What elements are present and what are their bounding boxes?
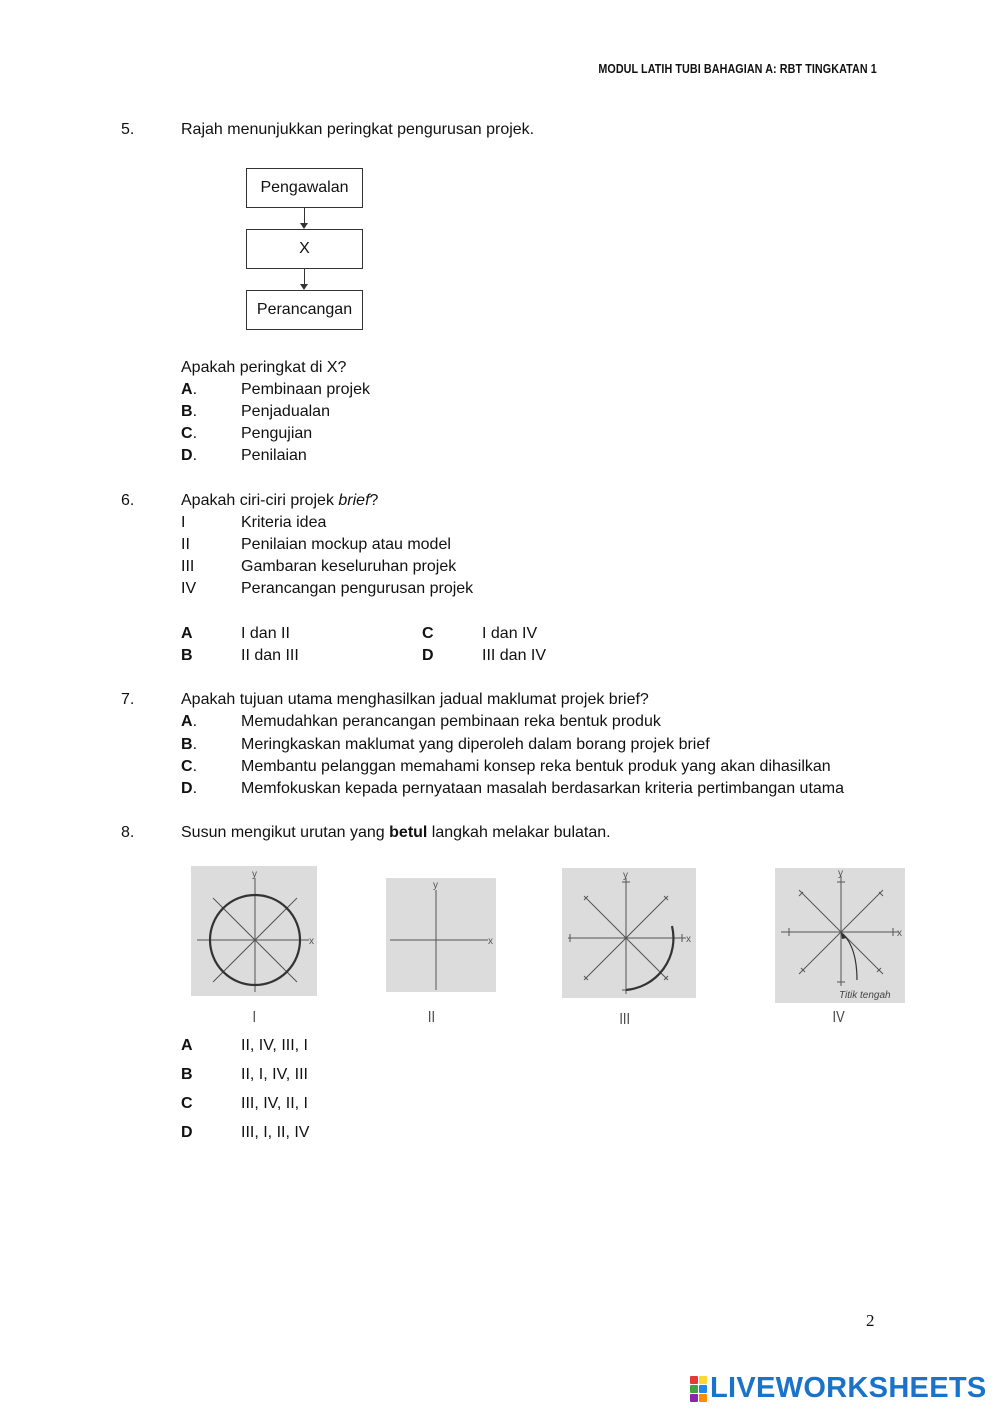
q7-option-b-letter[interactable]: B. xyxy=(181,736,198,753)
q6-option-d-text[interactable]: III dan IV xyxy=(482,647,547,664)
fig3-y-label: y xyxy=(623,870,628,881)
q6-option-d-letter[interactable]: D xyxy=(422,647,434,664)
q6-statement-3-roman: III xyxy=(181,558,195,575)
question-6-text: Apakah ciri-ciri projek brief? xyxy=(181,492,379,509)
question-5-text: Rajah menunjukkan peringkat pengurusan projek. xyxy=(181,121,535,138)
logo-tile xyxy=(690,1394,698,1402)
q8-option-d-letter[interactable]: D xyxy=(181,1124,193,1141)
liveworksheets-wordmark: LIVEWORKSHEETS xyxy=(710,1372,987,1404)
q7-option-c-text[interactable]: Membantu pelanggan memahami konsep reka bentuk produk yang akan dihasilkan xyxy=(241,758,831,775)
logo-tile xyxy=(690,1385,698,1393)
q6-statement-4-text: Perancangan pengurusan projek xyxy=(241,580,474,597)
fig1-y-label: y xyxy=(252,869,257,880)
logo-tile xyxy=(699,1394,707,1402)
q8-option-c-letter[interactable]: C xyxy=(181,1095,193,1112)
q6-option-a-text[interactable]: I dan II xyxy=(241,625,290,642)
figure-iii-partial-arc xyxy=(562,868,696,998)
diagram-arrow-2 xyxy=(304,268,305,285)
q5-option-d-text[interactable]: Penilaian xyxy=(241,447,307,464)
fig1-x-label: x xyxy=(309,936,314,947)
q8-option-b-text[interactable]: II, I, IV, III xyxy=(241,1066,308,1083)
q8-option-d-text[interactable]: III, I, II, IV xyxy=(241,1124,310,1141)
q6-option-c-letter[interactable]: C xyxy=(422,625,434,642)
liveworksheets-logo[interactable] xyxy=(690,1372,987,1405)
page-number: 2 xyxy=(866,1311,875,1330)
q5-option-a-text[interactable]: Pembinaan projek xyxy=(241,381,370,398)
fig4-y-label: y xyxy=(838,868,843,879)
liveworksheets-logo-icon xyxy=(690,1376,707,1402)
question-7-text: Apakah tujuan utama menghasilkan jadual maklumat projek brief? xyxy=(181,691,649,708)
q5-option-c-letter[interactable]: C. xyxy=(181,425,198,442)
q8-option-a-letter[interactable]: A xyxy=(181,1037,193,1054)
question-5-prompt: Apakah peringkat di X? xyxy=(181,359,347,376)
q7-option-d-letter[interactable]: D. xyxy=(181,780,198,797)
fig2-x-label: x xyxy=(488,936,493,947)
diagram-box-pengawalan: Pengawalan xyxy=(246,168,363,208)
q6-statement-2-roman: II xyxy=(181,536,190,553)
logo-tile xyxy=(699,1376,707,1384)
question-8-text: Susun mengikut urutan yang betul langkah melakar bulatan. xyxy=(181,824,611,841)
figure-ii-axes xyxy=(386,878,496,992)
diagram-box-perancangan: Perancangan xyxy=(246,290,363,330)
q7-option-a-text[interactable]: Memudahkan perancangan pembinaan reka bentuk produk xyxy=(241,713,661,730)
q6-option-c-text[interactable]: I dan IV xyxy=(482,625,538,642)
fig3-x-label: x xyxy=(686,934,691,945)
fig2-y-label: y xyxy=(433,880,438,891)
q6-statement-3-text: Gambaran keseluruhan projek xyxy=(241,558,457,575)
figure-i-circle xyxy=(191,866,317,996)
diagram-arrow-1 xyxy=(304,207,305,224)
diagram-box-x: X xyxy=(246,229,363,269)
q6-option-a-letter[interactable]: A xyxy=(181,625,193,642)
logo-tile xyxy=(699,1385,707,1393)
q8-option-a-text[interactable]: II, IV, III, I xyxy=(241,1037,308,1054)
fig4-titik-tengah-label: Titik tengah xyxy=(839,990,891,1001)
q5-option-b-letter[interactable]: B. xyxy=(181,403,198,420)
q5-option-b-text[interactable]: Penjadualan xyxy=(241,403,330,420)
page-header: MODUL LATIH TUBI BAHAGIAN A: RBT TINGKATAN 1 xyxy=(598,62,877,76)
figure-label-ii: II xyxy=(427,1009,436,1026)
q6-option-b-letter[interactable]: B xyxy=(181,647,193,664)
q8-option-c-text[interactable]: III, IV, II, I xyxy=(241,1095,308,1112)
fig4-x-label: x xyxy=(897,928,902,939)
figure-label-iv: IV xyxy=(832,1009,845,1026)
question-6-number: 6. xyxy=(121,492,135,509)
question-7-number: 7. xyxy=(121,691,135,708)
q6-statement-2-text: Penilaian mockup atau model xyxy=(241,536,451,553)
q7-option-b-text[interactable]: Meringkaskan maklumat yang diperoleh dalam borang projek brief xyxy=(241,736,710,753)
q5-option-d-letter[interactable]: D. xyxy=(181,447,198,464)
q7-option-a-letter[interactable]: A. xyxy=(181,713,198,730)
figure-label-i: I xyxy=(252,1009,257,1026)
q5-option-c-text[interactable]: Pengujian xyxy=(241,425,313,442)
q5-option-a-letter[interactable]: A. xyxy=(181,381,198,398)
q6-statement-4-roman: IV xyxy=(181,580,197,597)
figure-label-iii: III xyxy=(619,1011,631,1028)
figure-iv-center-point xyxy=(775,868,905,1003)
logo-tile xyxy=(690,1376,698,1384)
q6-statement-1-roman: I xyxy=(181,514,186,531)
q7-option-d-text[interactable]: Memfokuskan kepada pernyataan masalah berdasarkan kriteria pertimbangan utama xyxy=(241,780,845,797)
q6-statement-1-text: Kriteria idea xyxy=(241,514,327,531)
q8-option-b-letter[interactable]: B xyxy=(181,1066,193,1083)
question-8-number: 8. xyxy=(121,824,135,841)
question-5-number: 5. xyxy=(121,121,135,138)
q6-option-b-text[interactable]: II dan III xyxy=(241,647,299,664)
q7-option-c-letter[interactable]: C. xyxy=(181,758,198,775)
